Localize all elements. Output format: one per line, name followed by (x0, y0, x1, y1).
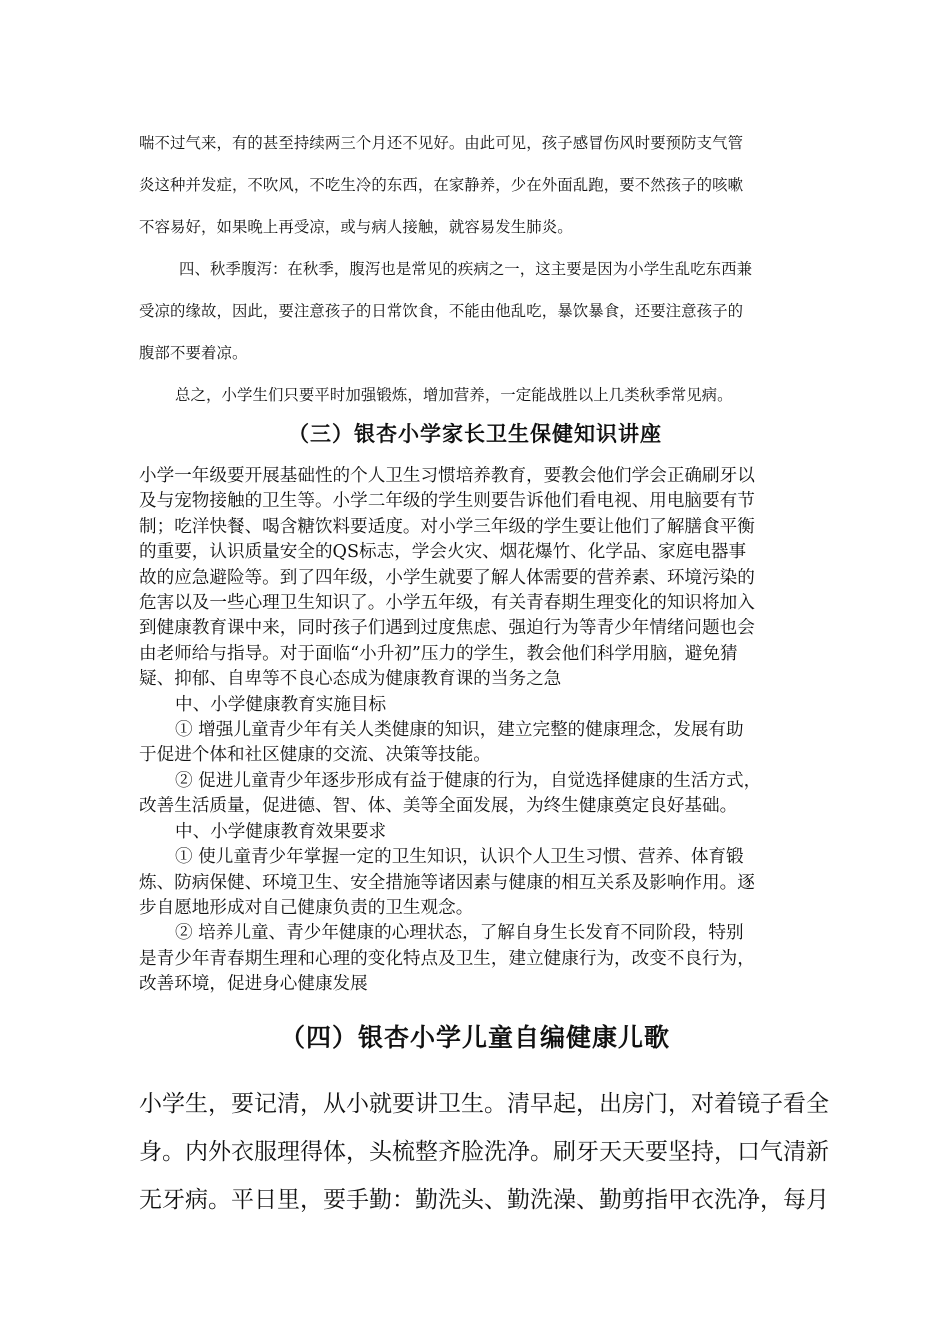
paragraph-summary (139, 374, 811, 416)
text-line: 步自愿地形成对自己健康负责的卫生观念。 (139, 897, 474, 918)
text-line: 身。内外衣服理得体，头梳整齐脸洗净。刷牙天天要坚持，口气清新 (139, 1139, 829, 1165)
text-line: 危害以及一些心理卫生知识了。小学五年级，有关青春期生理变化的知识将加入 (139, 593, 755, 614)
text-line: 及与宠物接触的卫生等。小学二年级的学生则要告诉他们看电视、用电脑要有节 (139, 491, 755, 512)
text-line: ① 增强儿童青少年有关人类健康的知识，建立完整的健康理念，发展有助 (175, 720, 744, 741)
section-heading-3: （三）银杏小学家长卫生保健知识讲座 (288, 421, 662, 446)
text-line: ② 培养儿童、青少年健康的心理状态，了解自身生长发育不同阶段，特别 (175, 923, 744, 944)
text-line: 炼、防病保健、环境卫生、安全措施等诸因素与健康的相互关系及影响作用。逐 (139, 872, 755, 893)
text-line: 不容易好，如果晚上再受凉，或与病人接触，就容易发生肺炎。 (139, 218, 573, 236)
text-line: 腹部不要着凉。 (139, 344, 248, 362)
text-line: 无牙病。平日里，要手勤：勤洗头、勤洗澡、勤剪指甲衣洗净，每月 (139, 1187, 829, 1213)
subheading-requirements: 中、小学健康教育效果要求 (175, 821, 387, 842)
section-heading-4: （四）银杏小学儿童自编健康儿歌 (279, 1023, 670, 1052)
paragraph-bronchitis (139, 122, 811, 248)
text-line: 受凉的缘故，因此，要注意孩子的日常饮食，不能由他乱吃，暴饮暴食，还要注意孩子的 (139, 302, 744, 320)
paragraph-autumn-diarrhea (139, 248, 811, 374)
health-lecture-body (139, 464, 829, 998)
text-line: 改善环境，促进身心健康发展 (139, 974, 368, 995)
text-line: 炎这种并发症，不吹风，不吃生冷的东西，在家静养，少在外面乱跑，要不然孩子的咳嗽 (139, 176, 744, 194)
text-line: 由老师给与指导。对于面临“小升初”压力的学生，教会他们科学用脑，避免猜 (139, 643, 738, 664)
text-line: 故的应急避险等。到了四年级，小学生就要了解人体需要的营养素、环境污染的 (139, 567, 755, 588)
text-line: 到健康教育课中来，同时孩子们遇到过度焦虑、强迫行为等青少年情绪问题也会 (139, 618, 755, 639)
text-line: 制；吃洋快餐、喝含糖饮料要适度。对小学三年级的学生要让他们了解膳食平衡 (139, 516, 755, 537)
text-line: ① 使儿童青少年掌握一定的卫生知识，认识个人卫生习惯、营养、体育锻 (175, 847, 744, 868)
text-line: 于促进个体和社区健康的交流、决策等技能。 (139, 745, 491, 766)
text-line: 改善生活质量，促进德、智、体、美等全面发展，为终生健康奠定良好基础。 (139, 796, 738, 817)
text-line: 小学生，要记清，从小就要讲卫生。清早起，出房门，对着镜子看全 (139, 1091, 829, 1117)
text-line: 总之，小学生们只要平时加强锻炼，增加营养，一定能战胜以上几类秋季常见病。 (175, 386, 733, 404)
text-line: 的重要，认识质量安全的QS标志，学会火灾、烟花爆竹、化学品、家庭电器事 (139, 542, 747, 563)
text-line: 喘不过气来，有的甚至持续两三个月还不见好。由此可见，孩子感冒伤风时要预防支气管 (139, 134, 744, 152)
text-line: ② 促进儿童青少年逐步形成有益于健康的行为，自觉选择健康的生活方式， (175, 770, 762, 791)
text-line: 小学一年级要开展基础性的个人卫生习惯培养教育，要教会他们学会正确刷牙以 (139, 466, 755, 486)
text-line: 四、秋季腹泻：在秋季，腹泻也是常见的疾病之一，这主要是因为小学生乱吃东西兼 (179, 260, 753, 278)
text-line: 是青少年青春期生理和心理的变化特点及卫生，建立健康行为，改变不良行为， (139, 948, 755, 969)
health-rhyme-body (139, 1080, 829, 1224)
subheading-goals: 中、小学健康教育实施目标 (175, 694, 387, 715)
text-line: 疑、抑郁、自卑等不良心态成为健康教育课的当务之急 (139, 669, 562, 690)
